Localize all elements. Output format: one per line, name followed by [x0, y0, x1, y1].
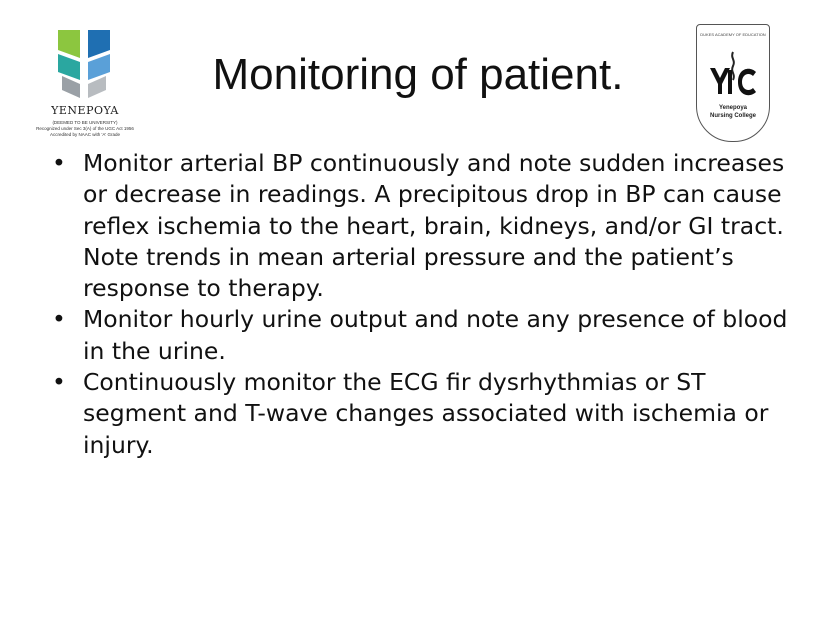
- university-recognition: Recognized under Sec 3(A) of the UGC Act 1956: [36, 126, 134, 131]
- bullet-icon: •: [52, 149, 66, 177]
- list-item: [52, 148, 792, 304]
- bullet-text: Continuously monitor the ECG fir dysrhythmias or ST segment and T-wave changes associated with ischemia or injury.: [83, 368, 769, 459]
- bullet-icon: •: [52, 305, 66, 334]
- logo-caption-nursing-college: Nursing College: [709, 113, 756, 119]
- bullet-icon: •: [52, 368, 66, 397]
- university-accreditation: Accredited by NAAC with 'A' Grade: [50, 132, 120, 137]
- bullet-text: Monitor hourly urine output and note any presence of blood in the urine.: [83, 305, 788, 365]
- yenepoya-shield-icon: [54, 28, 114, 100]
- logo-caption-yenepoya: Yenepoya: [718, 105, 747, 111]
- yenepoya-nursing-emblem-icon: [706, 50, 760, 98]
- slide-bullet-list: [52, 148, 792, 461]
- nursing-college-logo: [696, 24, 770, 142]
- logo-top-text: DUKES ACADEMY OF EDUCATION: [700, 32, 766, 37]
- bullet-text: Monitor arterial BP continuously and note sudden increases or decrease in readings. A precipitous drop in BP can cause reflex ischemia to the heart, brain, kidneys, and/or GI tract. Note trends in mean arterial pressure and the patient’s response to therapy.: [83, 149, 785, 303]
- yenepoya-university-logo: [26, 26, 144, 144]
- list-item: [52, 367, 792, 461]
- list-item: [52, 304, 792, 367]
- university-status: (DEEMED TO BE UNIVERSITY): [52, 120, 118, 125]
- university-name: YENEPOYA: [51, 104, 119, 117]
- slide-title: Monitoring of patient.: [212, 50, 624, 99]
